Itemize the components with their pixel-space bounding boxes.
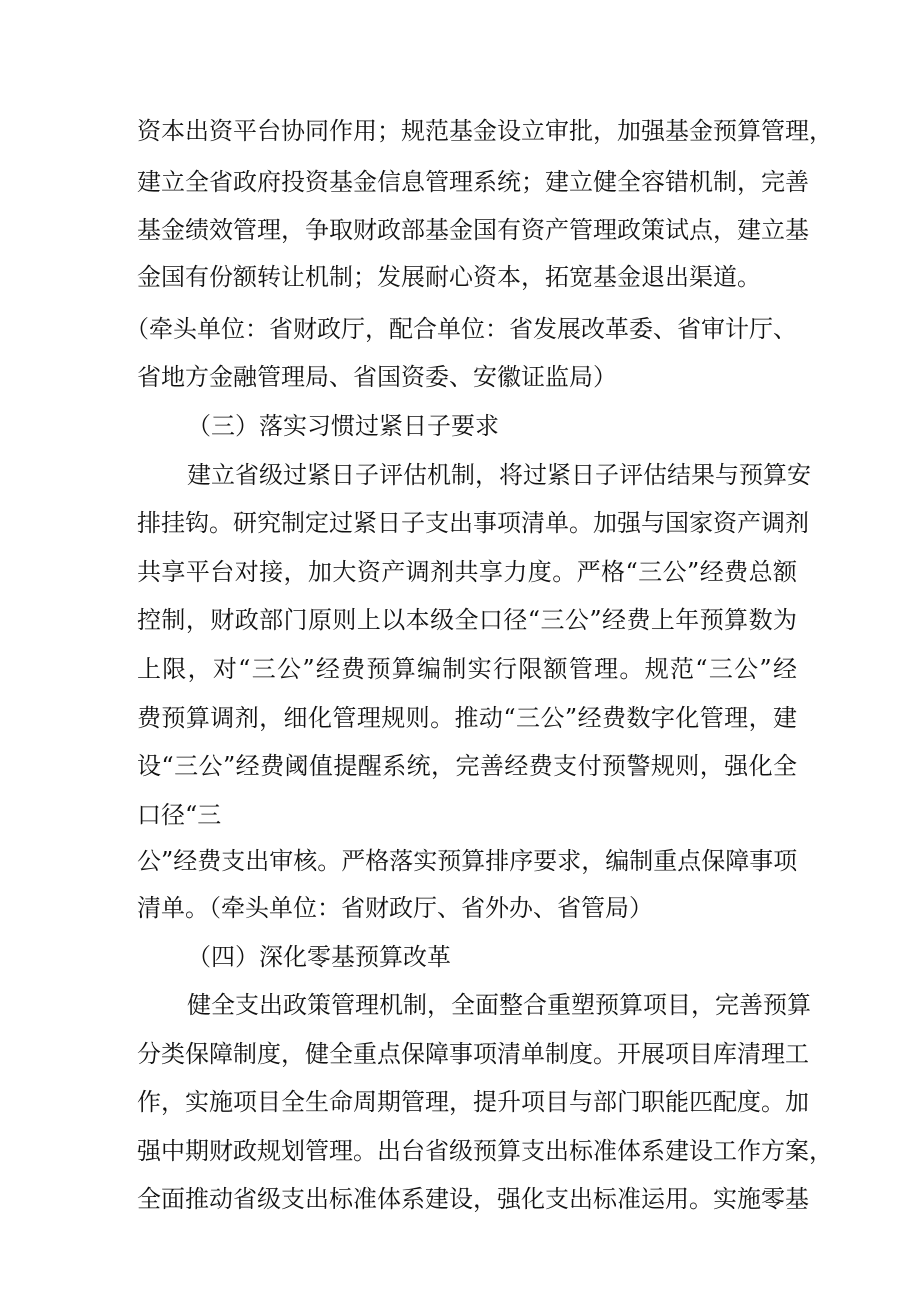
paragraph-line: 分类保障制度，健全重点保障事项清单制度。开展项目库清理工 [137, 1040, 809, 1068]
paragraph-line: 共享平台对接，加大资产调剂共享力度。严格“三公”经费总额 [137, 558, 797, 586]
lead-unit-note: （牵头单位：省财政厅，配合单位：省发展改革委、省审计厅、 [125, 315, 797, 343]
paragraph-line: 健全支出政策管理机制，全面整合重塑预算项目，完善预算 [187, 991, 811, 1019]
paragraph-line: 控制，财政部门原则上以本级全口径“三公”经费上年预算数为 [137, 606, 797, 634]
paragraph-line: 上限，对“三公”经费预算编制实行限额管理。规范“三公”经 [137, 655, 797, 683]
paragraph-line: 资本出资平台协同作用；规范基金设立审批，加强基金预算管理， [137, 117, 833, 145]
section-heading: （三）落实习惯过紧日子要求 [187, 412, 499, 440]
section-heading: （四）深化零基预算改革 [187, 943, 451, 971]
paragraph-line: 公”经费支出审核。严格落实预算排序要求，编制重点保障事项 [137, 847, 798, 875]
paragraph-line: 金国有份额转让机制；发展耐心资本，拓宽基金退出渠道。 [137, 263, 761, 291]
paragraph-line: 排挂钩。研究制定过紧日子支出事项清单。加强与国家资产调剂 [137, 509, 809, 537]
paragraph-line: 强中期财政规划管理。出台省级预算支出标准体系建设工作方案， [137, 1137, 833, 1165]
paragraph-line: 口径“三 [137, 801, 222, 829]
paragraph-line: 基金绩效管理，争取财政部基金国有资产管理政策试点，建立基 [137, 216, 809, 244]
lead-unit-note: 省地方金融管理局、省国资委、安徽证监局） [137, 363, 617, 391]
paragraph-line: 全面推动省级支出标准体系建设，强化支出标准运用。实施零基 [137, 1185, 809, 1213]
paragraph-line: 作，实施项目全生命周期管理，提升项目与部门职能匹配度。加 [137, 1088, 809, 1116]
paragraph-line: 建立全省政府投资基金信息管理系统；建立健全容错机制，完善 [137, 168, 809, 196]
lead-unit-note: 清单。（牵头单位：省财政厅、省外办、省管局） [137, 894, 653, 922]
paragraph-line: 费预算调剂，细化管理规则。推动“三公”经费数字化管理，建 [137, 704, 797, 732]
paragraph-line: 建立省级过紧日子评估机制，将过紧日子评估结果与预算安 [187, 461, 811, 489]
paragraph-line: 设“三公”经费阈值提醒系统，完善经费支付预警规则，强化全 [137, 752, 797, 780]
